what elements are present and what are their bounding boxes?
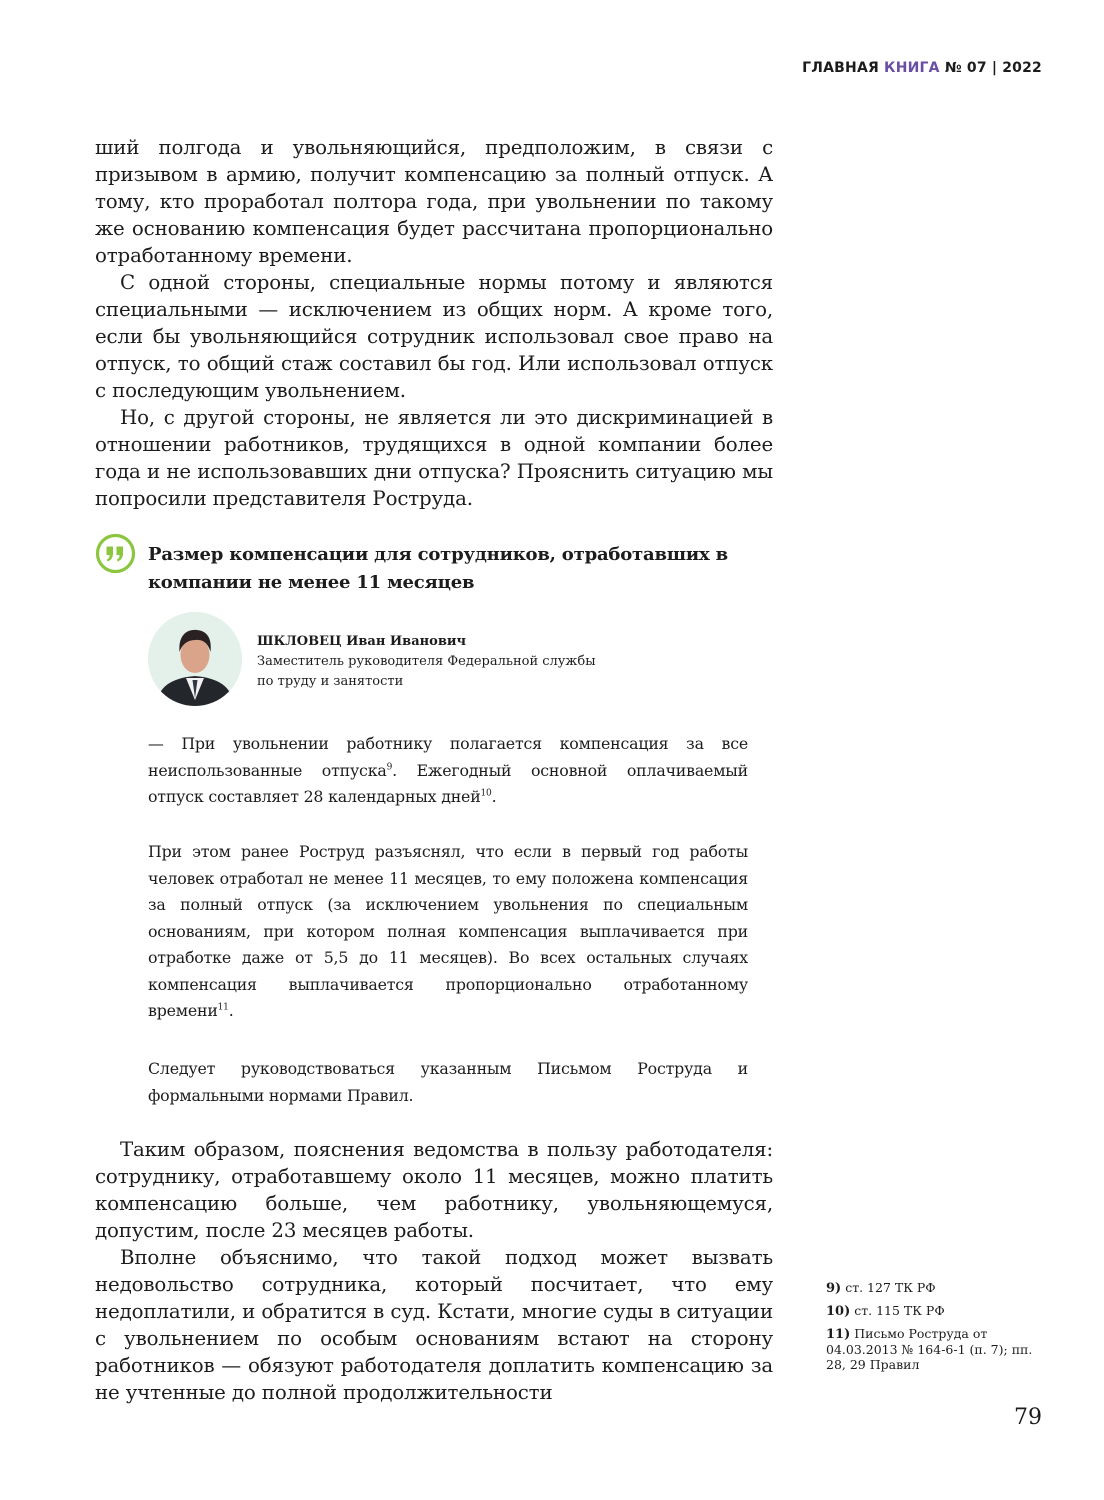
brand-name: ГЛАВНАЯ <box>802 60 879 76</box>
footnote <box>826 1280 1051 1296</box>
expert-answer-2 <box>148 839 748 1025</box>
footnote-text: Письмо Роструда от 04.03.2013 № 164-6-1 (п. 7); пп. 28, 29 Правил <box>826 1326 1033 1372</box>
footnote-number: 9) <box>826 1281 842 1296</box>
quote-mark-icon <box>95 533 136 574</box>
footnote-ref[interactable]: 10 <box>480 788 492 799</box>
paragraph: С одной стороны, специальные нормы потому и являются специальными — исключением из общих норм. А кроме того, если бы увольняющийся сотрудник использовал свое право на отпуск, то общий стаж составил бы год. Или использовал отпуск с последующим увольнением. <box>95 271 773 402</box>
answer-paragraph: Следует руководствоваться указанным Письмом Роструда и формальными нормами Правил. <box>148 1059 748 1105</box>
expert-name: ШКЛОВЕЦ Иван Иванович <box>257 634 467 649</box>
expert-answer-3 <box>148 1056 748 1109</box>
expert-position: Заместитель руководителя Федеральной службы <box>257 654 596 669</box>
footnote-ref[interactable]: 11 <box>217 1002 229 1013</box>
running-header <box>802 60 1042 76</box>
paragraph: Таким образом, пояснения ведомства в пользу работодателя: сотруднику, отработавшему около 11 месяцев, можно платить компенсацию больше, чем работнику, увольняющемуся, допустим, после 23 месяцев работы. <box>95 1138 773 1242</box>
footnote <box>826 1326 1051 1372</box>
quote-title: Размер компенсации для сотрудников, отработавших в компании не менее 11 месяцев <box>148 544 728 593</box>
footnote-text: ст. 115 ТК РФ <box>854 1303 945 1318</box>
answer-paragraph: При этом ранее Роструд разъяснял, что если в первый год работы человек отработал не менее 11 месяцев, то ему положена компенсация за полный отпуск (за исключением увольнения по специальным основаниям, при котором полная компенсация выплачивается при отработке даже от 5,5 до 11 месяцев). Во всех остальных случаях компенсация выплачивается пропорционально отработанному времени$^{11}$. <box>148 842 748 1020</box>
brand-name-accent: КНИГА <box>884 60 940 76</box>
answer-paragraph: — При увольнении работнику полагается компенсация за все неиспользованные отпуска$^9$. Ежегодный основной оплачиваемый отпуск составляет 28 календарных дней$^{10}$. <box>148 734 748 806</box>
paragraph: Но, с другой стороны, не является ли это дискриминацией в отношении работников, трудящихся в одной компании более года и не использовавших дни отпуска? Прояснить ситуацию мы попросили представителя Роструда. <box>95 406 773 510</box>
paragraph: ший полгода и увольняющийся, предположим, в связи с призывом в армию, получит компенсацию за полный отпуск. А тому, кто проработал полтора года, при увольнении по такому же основанию компенсация будет рассчитана пропорционально отработанному времени. <box>95 136 773 267</box>
footnotes <box>826 1280 1051 1379</box>
footnote-number: 11) <box>826 1327 851 1342</box>
body-text-bottom <box>95 1136 773 1406</box>
body-text-top <box>95 134 773 512</box>
expert-position: по труду и занятости <box>257 674 404 689</box>
paragraph: Вполне объяснимо, что такой подход может вызвать недовольство сотрудника, который посчитает, что ему недоплатили, и обратится в суд. Кстати, многие суды в ситуации с увольнением по особым основаниям встают на сторону работников — обязуют работодателя доплатить компенсацию за не учтенные до полной продолжительности <box>95 1246 773 1404</box>
expert-answer-1 <box>148 731 748 811</box>
footnote <box>826 1303 1051 1319</box>
footnote-number: 10) <box>826 1304 851 1319</box>
expert-avatar <box>148 612 242 706</box>
page-number: 79 <box>1014 1405 1042 1430</box>
footnote-ref[interactable]: 9 <box>386 762 393 773</box>
expert-info <box>257 632 677 692</box>
issue-number: № 07 | 2022 <box>944 60 1042 76</box>
footnote-text: ст. 127 ТК РФ <box>845 1280 936 1295</box>
